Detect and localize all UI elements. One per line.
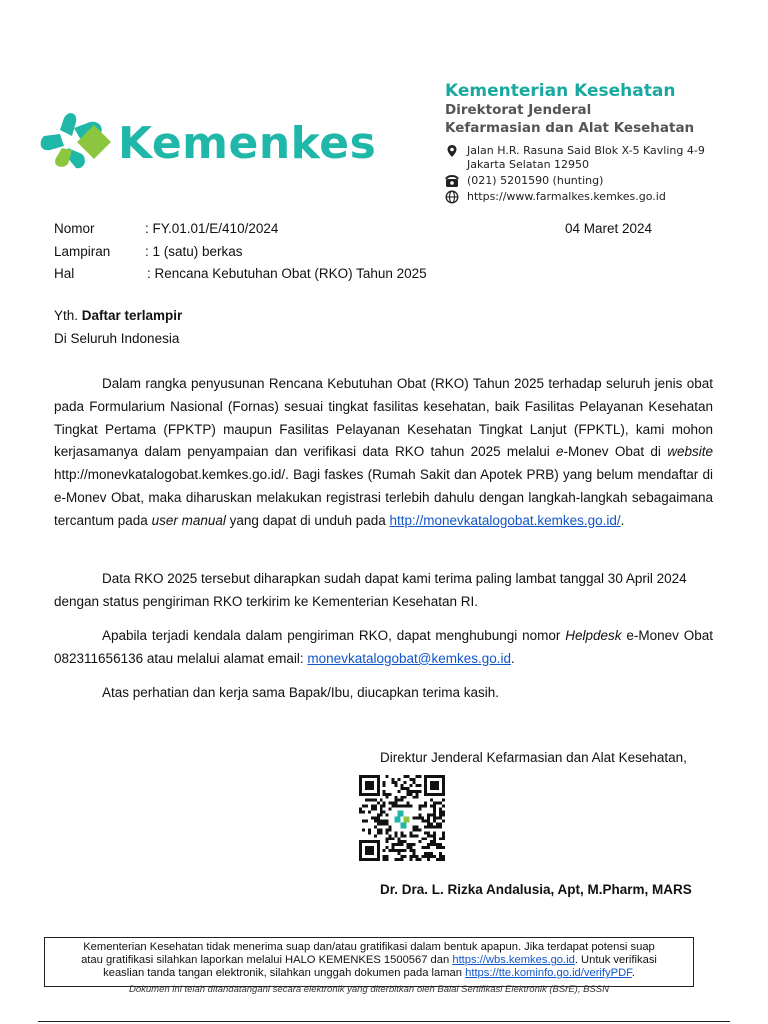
addressee-name: Daftar terlampir	[81, 308, 183, 323]
lampiran-label: Lampiran	[54, 244, 111, 259]
globe-icon	[445, 190, 459, 204]
p1-text-d: yang dapat di unduh pada	[225, 512, 390, 528]
p1-emonev-e: e	[556, 444, 564, 460]
hal-label: Hal	[54, 266, 75, 281]
paragraph-3	[54, 625, 713, 671]
yth-text: Yth.	[54, 308, 82, 323]
p3-text-a: Apabila terjadi kendala dalam pengiriman RKO, dapat menghubungi nomor	[102, 628, 566, 643]
p1-text-b: -Monev Obat di	[563, 444, 668, 460]
address-line2: Jakarta Selatan 12950	[467, 158, 590, 171]
letter-date: 04 Maret 2024	[565, 221, 653, 236]
paragraph-2	[54, 568, 713, 614]
p1-text-e: .	[620, 512, 625, 528]
footer-line2-text: atau gratifikasi silahkan laporkan melalui HALO KEMENKES 1500567 dan	[81, 954, 453, 966]
addressee	[54, 308, 182, 323]
verify-pdf-link[interactable]: https://tte.kominfo.go.id/verifyPDF	[465, 967, 632, 979]
bottom-divider	[38, 1021, 730, 1022]
wbs-link[interactable]: https://wbs.kemkes.go.id	[452, 954, 575, 966]
qr-code-icon	[359, 775, 445, 861]
directorate-line2: Kefarmasian dan Alat Kesehatan	[445, 120, 695, 136]
p1-text-c: http://monevkatalogobat.kemkes.go.id/. Bagi faskes (Rumah Sakit dan Apotek PRB) yang belum mendaftar di e-Monev Obat, maka diharuskan melakukan registrasi terlebih dahulu dengan langkah-langkah sebagaimana tercantum pada	[54, 467, 713, 528]
ministry-name: Kementerian Kesehatan	[445, 81, 676, 101]
kemenkes-logo-mark-icon	[41, 113, 111, 168]
lampiran-value: : 1 (satu) berkas	[145, 244, 243, 259]
nomor-label: Nomor	[54, 221, 95, 236]
hal-value: : Rencana Kebutuhan Obat (RKO) Tahun 2025	[147, 266, 427, 281]
footer-line3-text: keaslian tanda tangan elektronik, silahkan unggah dokumen pada laman	[103, 967, 466, 979]
addressee-location: Di Seluruh Indonesia	[54, 331, 180, 346]
footer-line3	[45, 967, 693, 980]
paragraph-1	[54, 373, 713, 533]
logo-wordmark: Kemenkes	[118, 118, 377, 169]
website-url: https://www.farmalkes.kemkes.go.id	[467, 190, 666, 203]
anti-gratification-notice	[44, 937, 694, 987]
footer-line2	[45, 954, 693, 967]
paragraph-4: Atas perhatian dan kerja sama Bapak/Ibu, diucapkan terima kasih.	[102, 685, 499, 700]
email-link[interactable]: monevkatalogobat@kemkes.go.id	[307, 650, 511, 666]
p1-text-a: Dalam rangka penyusunan Rencana Kebutuhan Obat (RKO) Tahun 2025 terhadap seluruh jenis obat pada Formularium Nasional (Fornas) sesuai tingkat fasilitas kesehatan, baik Fasilitas Pelayanan Kesehatan Tingkat Pertama (FPKTP) maupun Fasilitas Pelayanan Kesehatan Tingkat Lanjut (FPKTL), kami mohon kerjasamanya dalam penyampaian dan verifikasi data RKO tahun 2025 melalui	[54, 376, 713, 460]
phone-number: (021) 5201590 (hunting)	[467, 174, 604, 187]
location-pin-icon	[445, 144, 459, 158]
p2-text-a: Data RKO 2025 tersebut diharapkan sudah dapat kami terima paling lambat tanggal 30 April 2024	[102, 571, 687, 586]
p1-website: website	[667, 444, 713, 460]
p1-user-manual: user manual	[151, 512, 226, 528]
signatory-name: Dr. Dra. L. Rizka Andalusia, Apt, M.Pharm, MARS	[380, 882, 692, 897]
phone-row	[445, 174, 603, 188]
address-row	[445, 144, 705, 172]
esign-note: Dokumen ini telah ditandatangani secara elektronik yang diterbitkan oleh Balai Sertifikasi Elektronik (BSrE), BSSN	[129, 984, 609, 995]
p3-text-b: e-Monev Obat 082311656136 atau melalui alamat email:	[54, 628, 713, 666]
nomor-value: : FY.01.01/E/410/2024	[145, 221, 279, 236]
telephone-icon	[445, 174, 459, 188]
website-row	[445, 190, 666, 204]
directorate-line1: Direktorat Jenderal	[445, 102, 592, 118]
address-line1: Jalan H.R. Rasuna Said Blok X-5 Kavling 4-9	[467, 144, 705, 157]
footer-line1: Kementerian Kesehatan tidak menerima suap dan/atau gratifikasi dalam bentuk apapun. Jika terdapat potensi suap	[83, 941, 655, 953]
signatory-title: Direktur Jenderal Kefarmasian dan Alat Kesehatan,	[380, 750, 687, 765]
p2-text-b: dengan status pengiriman RKO terkirim ke Kementerian Kesehatan RI.	[54, 593, 478, 609]
p3-helpdesk: Helpdesk	[565, 628, 622, 643]
footer-line2-end: . Untuk verifikasi	[574, 954, 657, 966]
monev-link[interactable]: http://monevkatalogobat.kemkes.go.id/	[389, 512, 621, 528]
footer-line3-end: .	[631, 967, 635, 979]
p3-text-c: .	[511, 650, 515, 666]
